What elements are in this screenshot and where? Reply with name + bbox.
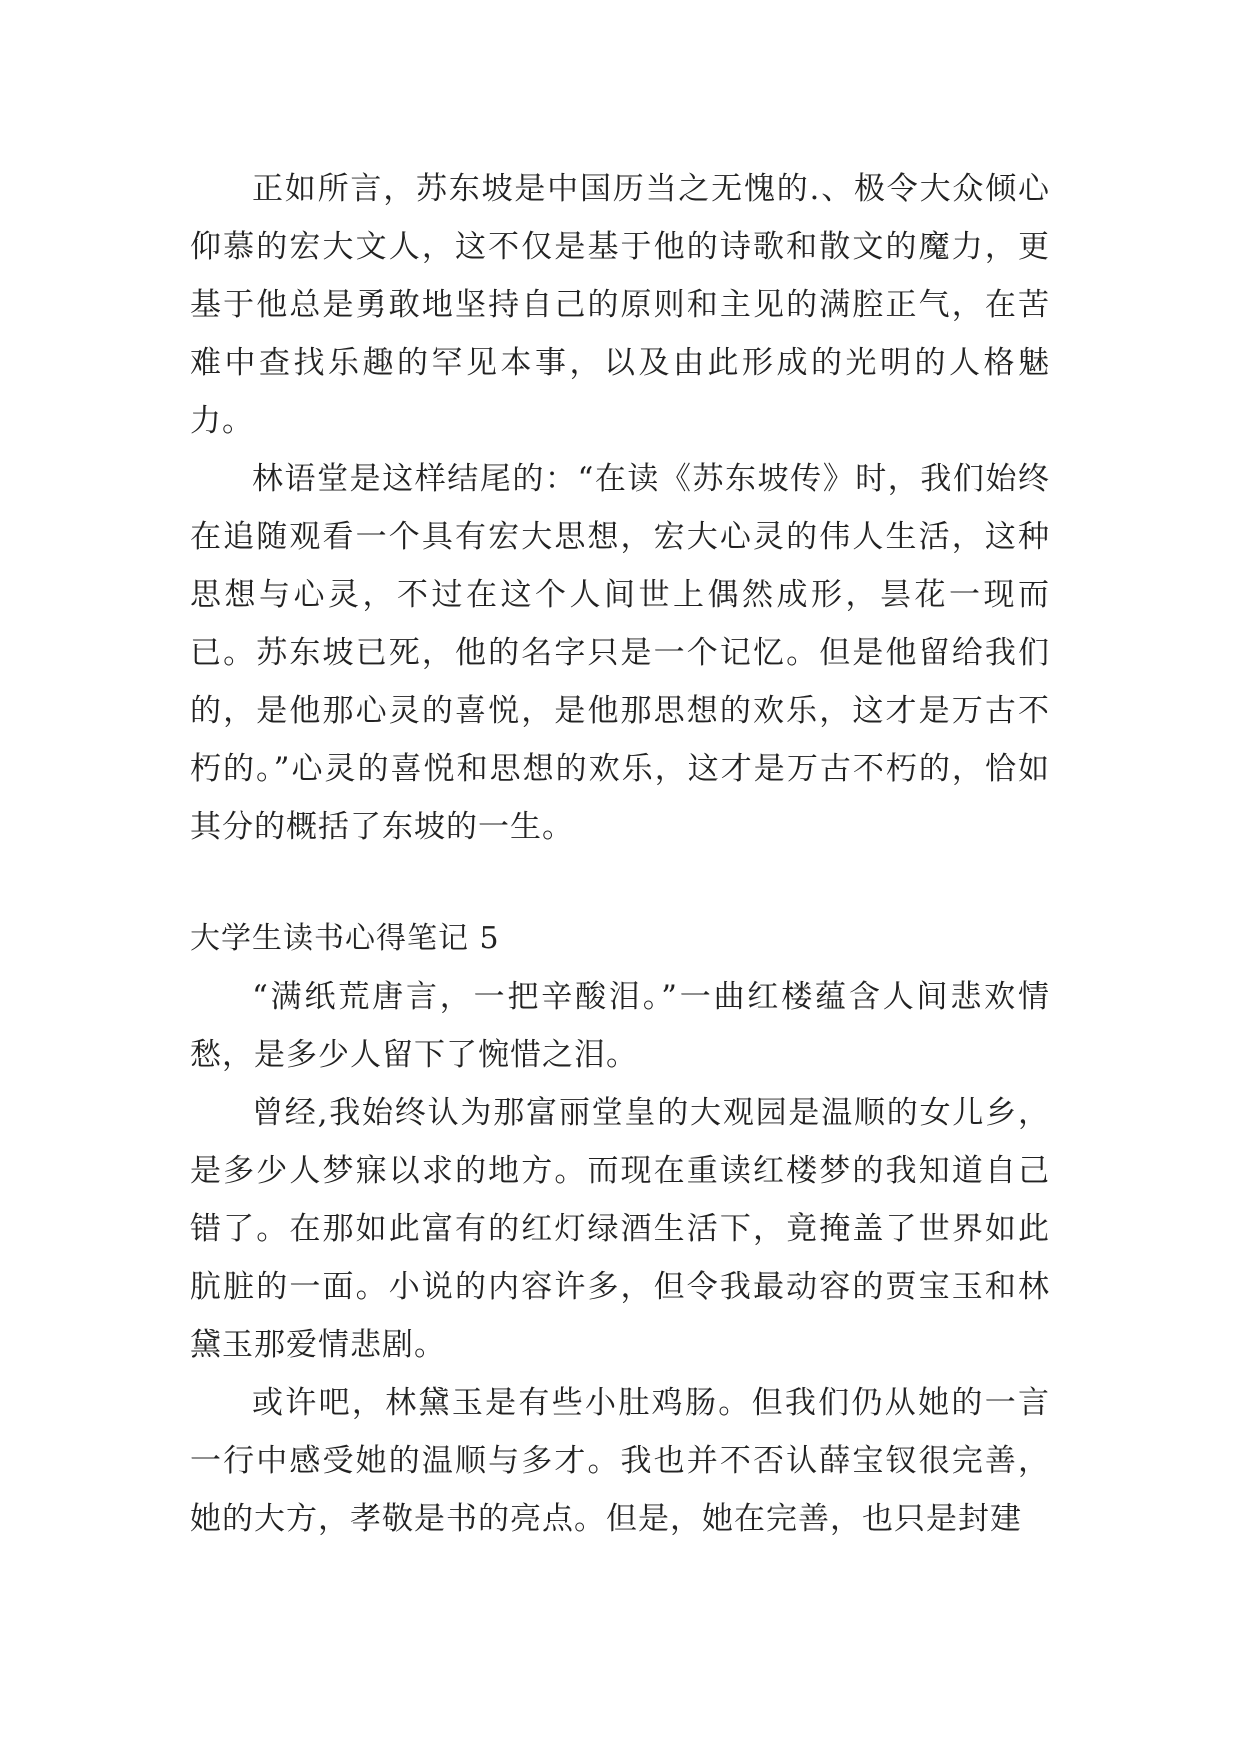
section-heading: 大学生读书心得笔记 5 [190, 921, 500, 956]
document-body [190, 160, 1050, 1548]
paragraph-opening-quote: “满纸荒唐言，一把辛酸泪。”一曲红楼蕴含人间悲欢情愁，是多少人留下了惋惜之泪。 [190, 979, 1050, 1073]
paragraph-lin-yutang-quote: 林语堂是这样结尾的：“在读《苏东坡传》时，我们始终在追随观看一个具有宏大思想，宏大心灵的伟人生活，这种思想与心灵，不过在这个人间世上偶然成形，昙花一现而已。苏东坡已死，他的名字只是一个记忆。但是他留给我们的，是他那心灵的喜悦，是他那思想的欢乐，这才是万古不朽的。”心灵的喜悦和思想的欢乐，这才是万古不朽的，恰如其分的概括了东坡的一生。 [190, 461, 1050, 845]
paragraph-lin-daiyu: 或许吧，林黛玉是有些小肚鸡肠。但我们仍从她的一言一行中感受她的温顺与多才。我也并不否认薛宝钗很完善，她的大方，孝敬是书的亮点。但是，她在完善，也只是封建 [190, 1385, 1050, 1537]
paragraph-grand-view-garden: 曾经,我始终认为那富丽堂皇的大观园是温顺的女儿乡，是多少人梦寐以求的地方。而现在重读红楼梦的我知道自己错了。在那如此富有的红灯绿酒生活下，竟掩盖了世界如此肮脏的一面。小说的内容许多，但令我最动容的贾宝玉和林黛玉那爱情悲剧。 [190, 1095, 1050, 1363]
paragraph-su-dongpo-summary: 正如所言，苏东坡是中国历当之无愧的.、极令大众倾心仰慕的宏大文人，这不仅是基于他的诗歌和散文的魔力，更基于他总是勇敢地坚持自己的原则和主见的满腔正气，在苦难中查找乐趣的罕见本事，以及由此形成的光明的人格魅力。 [190, 171, 1050, 439]
